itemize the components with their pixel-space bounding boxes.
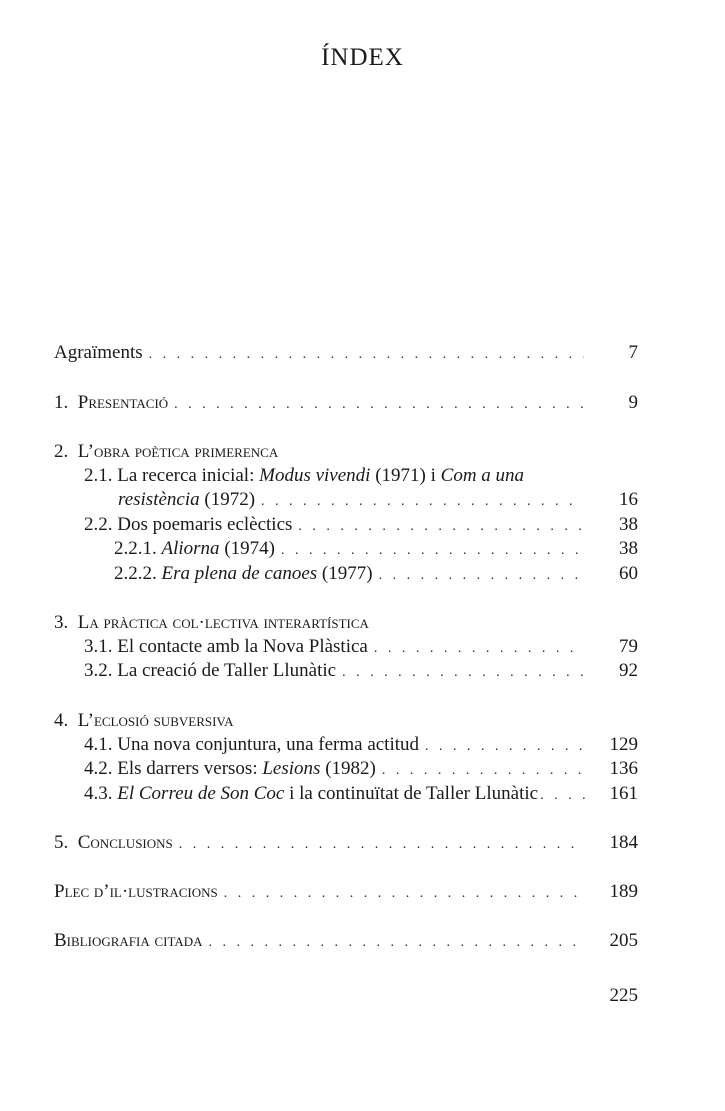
page-number: 136 [609,758,638,779]
dot-leader [382,759,584,783]
page-title: ÍNDEX [321,44,404,71]
entry-number: 3. [54,612,69,633]
toc-entry-plec[interactable] [54,880,638,906]
entry-number: 3.1. [84,636,113,657]
entry-label: Dos poemaris eclèctics [117,514,293,535]
page-number: 92 [619,660,638,681]
entry-number: 4.2. [84,758,113,779]
dot-leader [174,393,584,417]
entry-number: 4. [54,710,69,731]
dot-leader [342,661,584,685]
toc-entry-agraiments[interactable] [54,341,638,367]
entry-label: Conclusions [77,832,173,853]
page-number: 79 [619,636,638,657]
toc-entry-3-2[interactable] [84,659,638,685]
page-number: 7 [628,342,638,363]
dot-leader [379,564,584,588]
entry-label: El contacte amb la Nova Plàstica [117,636,368,657]
dot-leader [298,515,584,539]
dot-leader [374,637,584,661]
toc-entry-2-2-2[interactable]: 2.2.2. Era plena de canoes (1977) . . . 60 [114,562,638,588]
page-number: 205 [609,930,638,951]
page-number: 38 [619,538,638,559]
dot-leader [209,931,584,955]
entry-number: 3.2. [84,660,113,681]
entry-label: Plec d’il·lustracions [54,881,218,902]
entry-number: 4.3. [84,783,113,804]
dot-leader [425,735,584,759]
toc-chapter-practica[interactable] [54,611,369,635]
toc-entry-2-1-line2[interactable]: resistència (1972) . . . 16 [118,488,638,514]
toc-entry-4-3[interactable]: 4.3. El Correu de Son Coc i la continuïtat de Taller Llunàtic . . . 161 [84,782,638,808]
entry-label: La pràctica col·lectiva interartística [77,612,369,633]
entry-number: 2.2.1. [114,538,157,559]
entry-number: 4.1. [84,734,113,755]
toc-entry-4-1[interactable] [84,733,638,759]
toc-entry-3-1[interactable] [84,635,638,661]
entry-number: 1. [54,392,69,413]
dot-leader [179,833,584,857]
page-number: 9 [628,392,638,413]
entry-number: 2.2.2. [114,563,157,584]
entry-number: 2.2. [84,514,113,535]
toc-chapter-obra[interactable] [54,440,278,464]
entry-label: Bibliografia citada [54,930,203,951]
page-number: 189 [609,881,638,902]
page-number: 184 [609,832,638,853]
dot-leader [149,343,584,367]
toc-entry-conclusions[interactable] [54,831,638,857]
toc-entry-presentacio[interactable] [54,391,638,417]
folio-page-number: 225 [609,985,638,1006]
dot-leader [261,490,584,514]
entry-label: L’obra poètica primerenca [77,441,279,462]
toc-chapter-eclosio[interactable] [54,709,234,733]
entry-number: 2.1. [84,465,113,486]
dot-leader [224,882,584,906]
entry-label: La creació de Taller Llunàtic [117,660,337,681]
dot-leader [281,539,584,563]
toc-entry-2-2-1[interactable]: 2.2.1. Aliorna (1974) . . . 38 [114,537,638,563]
page-number: 38 [619,514,638,535]
toc-entry-2-1-line1[interactable]: 2.1. La recerca inicial: Modus vivendi (1971) i Com a una [84,465,525,486]
toc-entry-4-2[interactable]: 4.2. Els darrers versos: Lesions (1982) . . . 136 [84,757,638,783]
page-number: 129 [609,734,638,755]
entry-label: Una nova conjuntura, una ferma actitud [117,734,420,755]
entry-label: Presentació [77,392,169,413]
entry-label: L’eclosió subversiva [77,710,234,731]
entry-number: 2. [54,441,69,462]
toc-entry-2-2[interactable] [84,513,638,539]
page-number: 16 [619,489,638,510]
entry-number: 5. [54,832,69,853]
page-number: 60 [619,563,638,584]
entry-label: Agraïments [54,342,143,363]
dot-leader [540,784,590,808]
toc-entry-bibliografia[interactable] [54,929,638,955]
page-number: 161 [609,783,638,804]
